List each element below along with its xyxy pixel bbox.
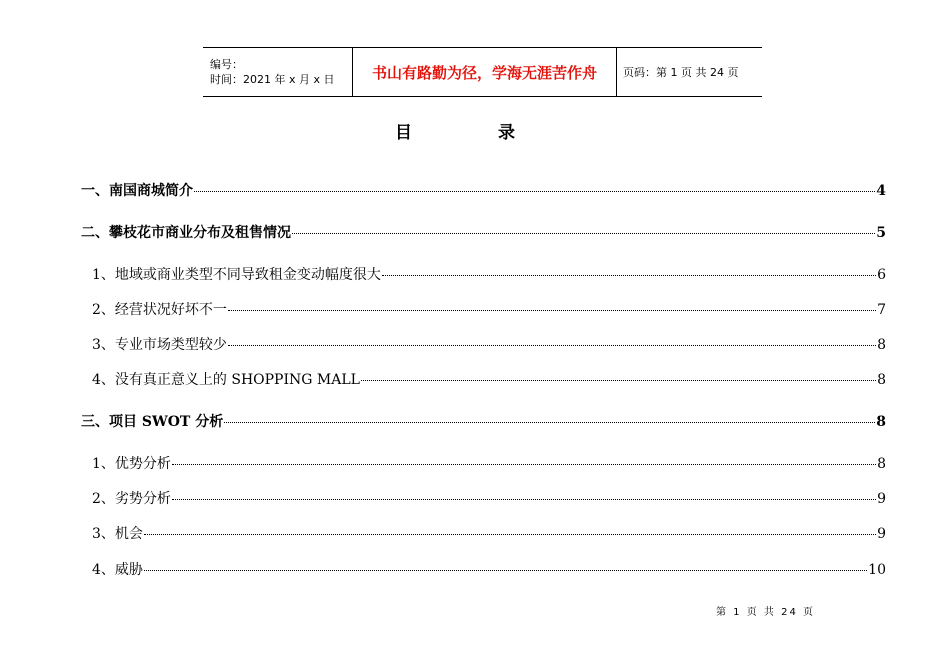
toc-entry[interactable] [81, 222, 886, 242]
toc-entry[interactable] [92, 369, 886, 389]
toc-entry-label: 二、攀枝花市商业分布及租售情况 [81, 225, 291, 241]
toc-entry-label: 一、南国商城简介 [81, 183, 193, 199]
toc-entry-page: 10 [868, 562, 886, 578]
toc-entry-page: 7 [877, 302, 886, 318]
toc-entry-page: 9 [877, 526, 886, 542]
toc-entry[interactable] [81, 180, 886, 200]
toc-entry[interactable] [92, 334, 886, 354]
header-time: 时间：2021 年 x 月 x 日 [210, 73, 335, 86]
toc-entry-label: 2、经营状况好坏不一 [92, 302, 227, 318]
toc-entry[interactable] [92, 299, 886, 319]
toc-entry[interactable] [81, 411, 886, 431]
toc-leader [292, 233, 875, 234]
toc-entry-label: 4、没有真正意义上的 SHOPPING MALL [92, 372, 360, 388]
toc-leader [224, 422, 875, 423]
toc-entry-label: 3、专业市场类型较少 [92, 337, 227, 353]
header-motto [353, 48, 617, 96]
header-page-text: 页码：第 1 页 共 24 页 [623, 66, 739, 79]
toc-entry[interactable] [92, 523, 886, 543]
header-page [617, 48, 762, 96]
toc-entry[interactable] [92, 488, 886, 508]
header-meta [203, 48, 353, 96]
toc-entry-page: 8 [877, 456, 886, 472]
toc-entry-label: 2、劣势分析 [92, 491, 171, 507]
toc-entry-label: 3、机会 [92, 526, 143, 542]
page-header [203, 47, 762, 97]
toc-leader [361, 380, 876, 381]
toc-leader [194, 191, 875, 192]
toc-leader [172, 499, 876, 500]
toc-leader [144, 534, 876, 535]
toc-leader [382, 275, 876, 276]
toc-entry[interactable] [92, 264, 886, 284]
toc-entry[interactable] [92, 559, 886, 579]
toc-entry-label: 1、优势分析 [92, 456, 171, 472]
toc-entry-label: 1、地域或商业类型不同导致租金变动幅度很大 [92, 267, 381, 283]
toc-entry-page: 8 [877, 372, 886, 388]
toc-entry-page: 8 [876, 414, 886, 430]
toc-entry-page: 4 [876, 183, 886, 199]
page-footer: 第 1 页 共 24 页 [716, 607, 815, 618]
toc-entry-page: 9 [877, 491, 886, 507]
toc-leader [144, 570, 867, 571]
toc-entry-page: 8 [877, 337, 886, 353]
toc-entry-page: 5 [876, 225, 886, 241]
toc-leader [228, 345, 876, 346]
toc-entry-page: 6 [877, 267, 886, 283]
toc-entry-label: 三、项目 SWOT 分析 [81, 414, 224, 430]
toc-title: 目 录 [395, 123, 555, 143]
toc-entry-label: 4、威胁 [92, 562, 143, 578]
motto-text: 书山有路勤为径，学海无涯苦作舟 [371, 63, 597, 82]
toc-leader [172, 464, 876, 465]
header-code: 编号： [210, 58, 243, 71]
toc-leader [228, 310, 876, 311]
toc-entry[interactable] [92, 453, 886, 473]
